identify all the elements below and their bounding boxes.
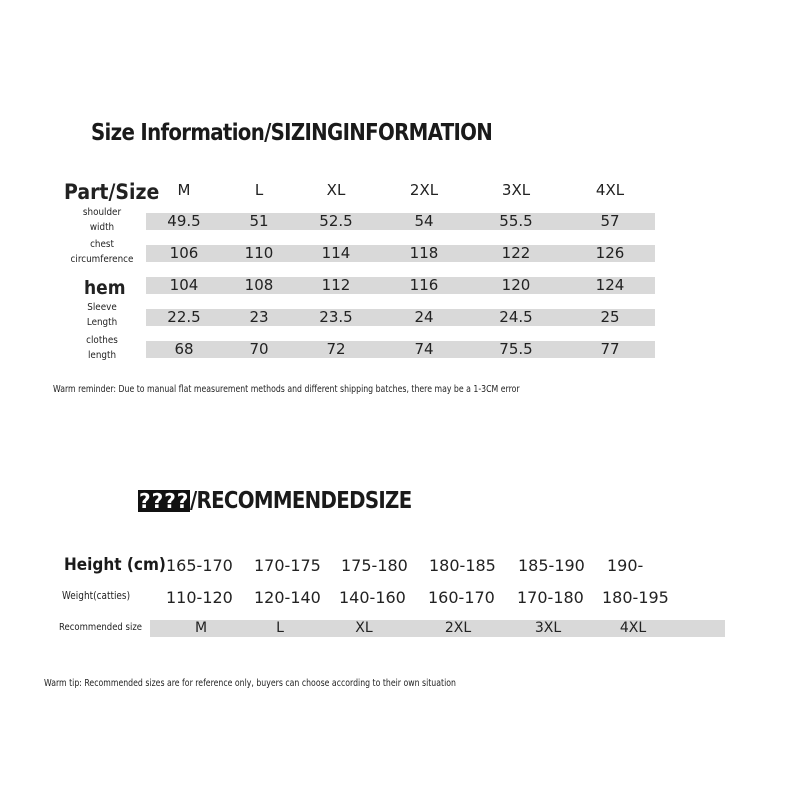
cell: 72 xyxy=(326,340,346,358)
cell: 106 xyxy=(169,244,199,262)
cell: 126 xyxy=(595,244,625,262)
weight-value: 140-160 xyxy=(339,588,406,607)
cell: 54 xyxy=(414,212,434,230)
cell: 49.5 xyxy=(167,212,201,230)
size-header-xl: XL xyxy=(326,181,346,199)
cell: 114 xyxy=(321,244,351,262)
part-size-header: Part/Size xyxy=(64,180,160,204)
cell: 55.5 xyxy=(499,212,533,230)
recommended-size-value: 2XL xyxy=(444,620,472,636)
size-header-m: M xyxy=(177,181,191,199)
size-header-2xl: 2XL xyxy=(409,181,439,199)
row-label-clothes-length: clothes length xyxy=(86,335,118,361)
cell: 77 xyxy=(600,340,620,358)
cell: 75.5 xyxy=(499,340,533,358)
cell: 108 xyxy=(244,276,274,294)
height-value: 165-170 xyxy=(166,556,233,575)
height-value: 185-190 xyxy=(518,556,585,575)
weight-value: 180-195 xyxy=(602,588,669,607)
recommended-size-value: M xyxy=(194,620,208,636)
cell: 116 xyxy=(409,276,439,294)
row-label-shoulder-width: shoulder width xyxy=(82,207,122,233)
cell: 118 xyxy=(409,244,439,262)
size-header-3xl: 3XL xyxy=(501,181,531,199)
cell: 124 xyxy=(595,276,625,294)
weight-label: Weight(catties) xyxy=(62,590,131,602)
recommended-size-value: XL xyxy=(355,620,373,636)
warm-tip-note: Warm tip: Recommended sizes are for reference only, buyers can choose according to their own situation xyxy=(44,678,456,689)
row-label-hem: hem xyxy=(84,277,126,299)
cell: 25 xyxy=(600,308,620,326)
cell: 24 xyxy=(414,308,434,326)
cell: 70 xyxy=(249,340,269,358)
size-header-4xl: 4XL xyxy=(595,181,625,199)
row-label-sleeve-length: Sleeve Length xyxy=(86,302,118,328)
weight-value: 170-180 xyxy=(517,588,584,607)
cell: 122 xyxy=(501,244,531,262)
cell: 104 xyxy=(169,276,199,294)
recommended-title-suffix: /RECOMMENDEDSIZE xyxy=(190,488,412,514)
cell: 112 xyxy=(321,276,351,294)
height-value: 170-175 xyxy=(254,556,321,575)
height-value: 180-185 xyxy=(429,556,496,575)
size-header-l: L xyxy=(254,181,264,199)
recommended-size-value: L xyxy=(276,620,284,636)
cell: 23 xyxy=(249,308,269,326)
weight-value: 120-140 xyxy=(254,588,321,607)
cell: 24.5 xyxy=(499,308,533,326)
recommended-size-value: 4XL xyxy=(619,620,647,636)
cell: 74 xyxy=(414,340,434,358)
size-info-title: Size Information/SIZINGINFORMATION xyxy=(91,120,493,146)
height-value: 190- xyxy=(607,556,644,575)
height-label: Height (cm) xyxy=(64,555,166,575)
cell: 68 xyxy=(174,340,194,358)
height-value: 175-180 xyxy=(341,556,408,575)
cell: 23.5 xyxy=(319,308,353,326)
cell: 22.5 xyxy=(167,308,201,326)
cell: 57 xyxy=(600,212,620,230)
weight-value: 110-120 xyxy=(166,588,233,607)
recommended-title xyxy=(138,488,448,514)
weight-value: 160-170 xyxy=(428,588,495,607)
cell: 52.5 xyxy=(319,212,353,230)
cell: 120 xyxy=(501,276,531,294)
recommended-title-prefix: ???? xyxy=(139,489,190,513)
cell: 110 xyxy=(244,244,274,262)
recommended-size-label: Recommended size xyxy=(59,622,143,633)
warm-reminder-note: Warm reminder: Due to manual flat measurement methods and different shipping batches, there may be a 1-3CM error xyxy=(53,384,520,395)
row-label-chest-circumference: chest circumference xyxy=(70,239,134,265)
recommended-size-value: 3XL xyxy=(534,620,562,636)
cell: 51 xyxy=(249,212,269,230)
